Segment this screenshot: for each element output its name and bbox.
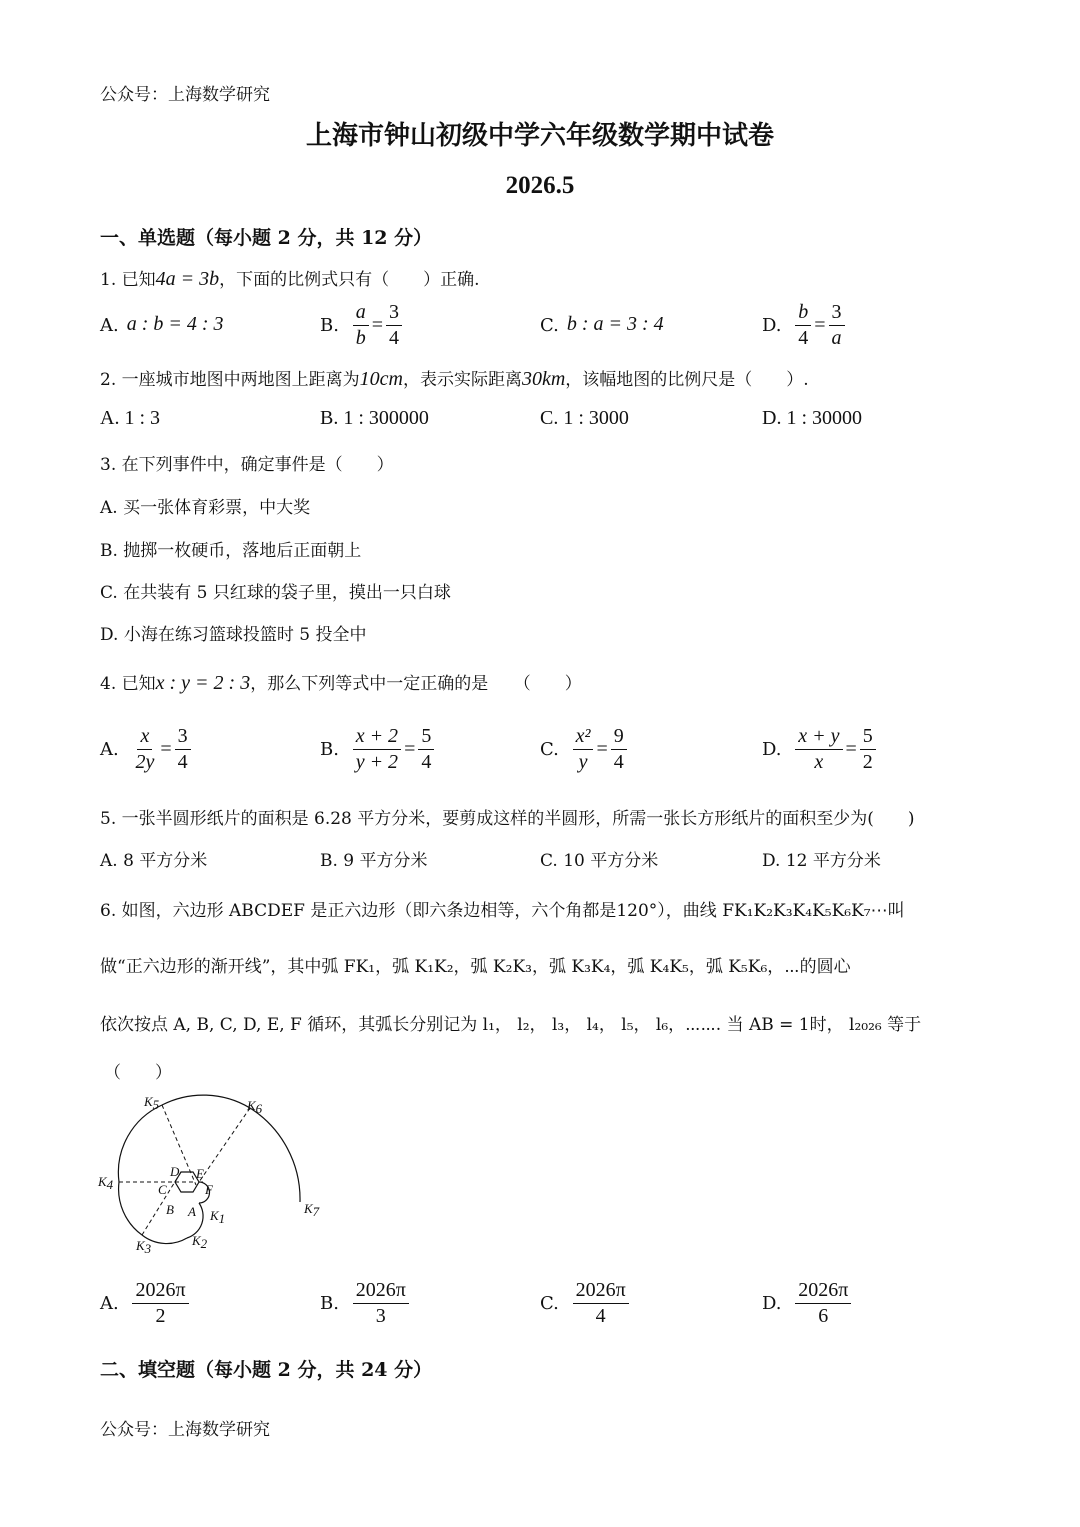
question-4-stem: 4. 已知x : y = 2 : 3，那么下列等式中一定正确的是 （ ）	[100, 672, 582, 694]
q2-option-a: A. 1 : 3	[100, 407, 160, 429]
q3-option-d: D. 小海在练习篮球投篮时 5 投全中	[100, 625, 367, 645]
svg-text:E: E	[196, 1166, 204, 1181]
q6-option-d: D. $\frac{2026\pi}{6}$	[762, 1278, 851, 1329]
svg-text:K7: K7	[304, 1201, 320, 1219]
svg-text:K4: K4	[98, 1174, 114, 1192]
q5-option-c: C. 10 平方分米	[540, 851, 659, 871]
question-6-line1: 6. 如图，六边形 ABCDEF 是正六边形（即六条边相等，六个角都是120°），曲线 FK₁K₂K₃K₄K₅K₆K₇⋯叫	[100, 901, 905, 921]
q1-option-b: B. $\frac{a}{b}$ = $\frac{3}{4}$	[320, 300, 402, 351]
dashed-line-k6	[199, 1108, 250, 1182]
q6-option-c: C. $\frac{2026\pi}{4}$	[540, 1278, 629, 1329]
arc-k6k7	[250, 1108, 300, 1202]
q4-option-b: B. $\frac{x + 2}{y + 2}$ = $\frac{5}{4}$	[320, 724, 434, 775]
svg-text:K3: K3	[136, 1238, 152, 1255]
q5-option-a: A. 8 平方分米	[100, 851, 208, 871]
svg-text:D: D	[170, 1164, 180, 1179]
question-1-stem: 1. 已知4a = 3b，下面的比例式只有（ ）正确.	[100, 268, 480, 290]
q4-option-c: C. $\frac{\text{x²}}{y}$ = $\frac{9}{4}$	[540, 724, 627, 775]
q2-option-c: C. 1 : 3000	[540, 407, 629, 429]
q3-option-b: B. 抛掷一枚硬币，落地后正面朝上	[100, 541, 362, 561]
q2-option-d: D. 1 : 30000	[762, 407, 862, 429]
q6-option-a: A. $\frac{2026\pi}{2}$	[100, 1278, 189, 1329]
exam-date: 2026.5	[505, 172, 575, 199]
svg-text:K2: K2	[192, 1233, 208, 1251]
svg-text:C: C	[158, 1182, 167, 1197]
q2-option-b: B. 1 : 300000	[320, 407, 429, 429]
q4-option-d: D. $\frac{x + y}{x}$ = $\frac{5}{2}$	[762, 724, 876, 775]
header-source: 公众号：上海数学研究	[100, 85, 270, 105]
arc-k3k4	[119, 1182, 142, 1235]
q1-option-c: C. b : a = 3 : 4	[540, 313, 664, 336]
q3-option-a: A. 买一张体育彩票，中大奖	[100, 498, 311, 518]
hexagon-involute-figure	[92, 1090, 332, 1255]
footer-source: 公众号：上海数学研究	[100, 1420, 270, 1440]
question-3-stem: 3. 在下列事件中，确定事件是（ ）	[100, 455, 394, 475]
section-2-heading: 二、填空题（每小题 2 分，共 24 分）	[100, 1359, 433, 1381]
arc-k5k6	[162, 1095, 250, 1108]
svg-text:K6: K6	[247, 1098, 263, 1116]
arc-k4k5	[118, 1105, 162, 1182]
q5-option-b: B. 9 平方分米	[320, 851, 428, 871]
svg-text:K1: K1	[210, 1208, 226, 1226]
svg-text:F: F	[205, 1182, 213, 1197]
svg-text:B: B	[166, 1202, 174, 1217]
section-1-heading: 一、单选题（每小题 2 分，共 12 分）	[100, 227, 433, 249]
page-title: 上海市钟山初级中学六年级数学期中试卷	[305, 121, 774, 151]
q1-option-a: A. a : b = 4 : 3	[100, 313, 224, 336]
q5-option-d: D. 12 平方分米	[762, 851, 881, 871]
svg-text:K5: K5	[144, 1094, 160, 1112]
question-6-line2: 做“正六边形的渐开线”，其中弧 FK₁，弧 K₁K₂，弧 K₂K₃，弧 K₃K₄，弧 K₄K₅，弧 K₅K₆，⋯的圆心	[100, 957, 851, 977]
question-6-line3: 依次按点 A, B, C, D, E, F 循环，其弧长分别记为 l₁， l₂， l₃， l₄， l₅， l₆，⋯⋯. 当 AB = 1时， l₂₀₂₆ 等于	[100, 1015, 922, 1035]
question-5-stem: 5. 一张半圆形纸片的面积是 6.28 平方分米，要剪成这样的半圆形，所需一张长方形纸片的面积至少为( )	[100, 809, 915, 829]
q6-option-b: B. $\frac{2026\pi}{3}$	[320, 1278, 409, 1329]
q3-option-c: C. 在共装有 5 只红球的袋子里，摸出一只白球	[100, 583, 451, 603]
q4-option-a: A. $\frac{x}{2y}$ = $\frac{3}{4}$	[100, 724, 191, 775]
question-2-stem: 2. 一座城市地图中两地图上距离为10cm，表示实际距离30km，该幅地图的比例尺是（ ）.	[100, 368, 809, 390]
svg-text:A: A	[188, 1204, 196, 1219]
q1-option-d: D. $\frac{b}{4}$ = $\frac{3}{a}$	[762, 300, 845, 351]
question-6-paren: （ ）	[104, 1063, 172, 1083]
